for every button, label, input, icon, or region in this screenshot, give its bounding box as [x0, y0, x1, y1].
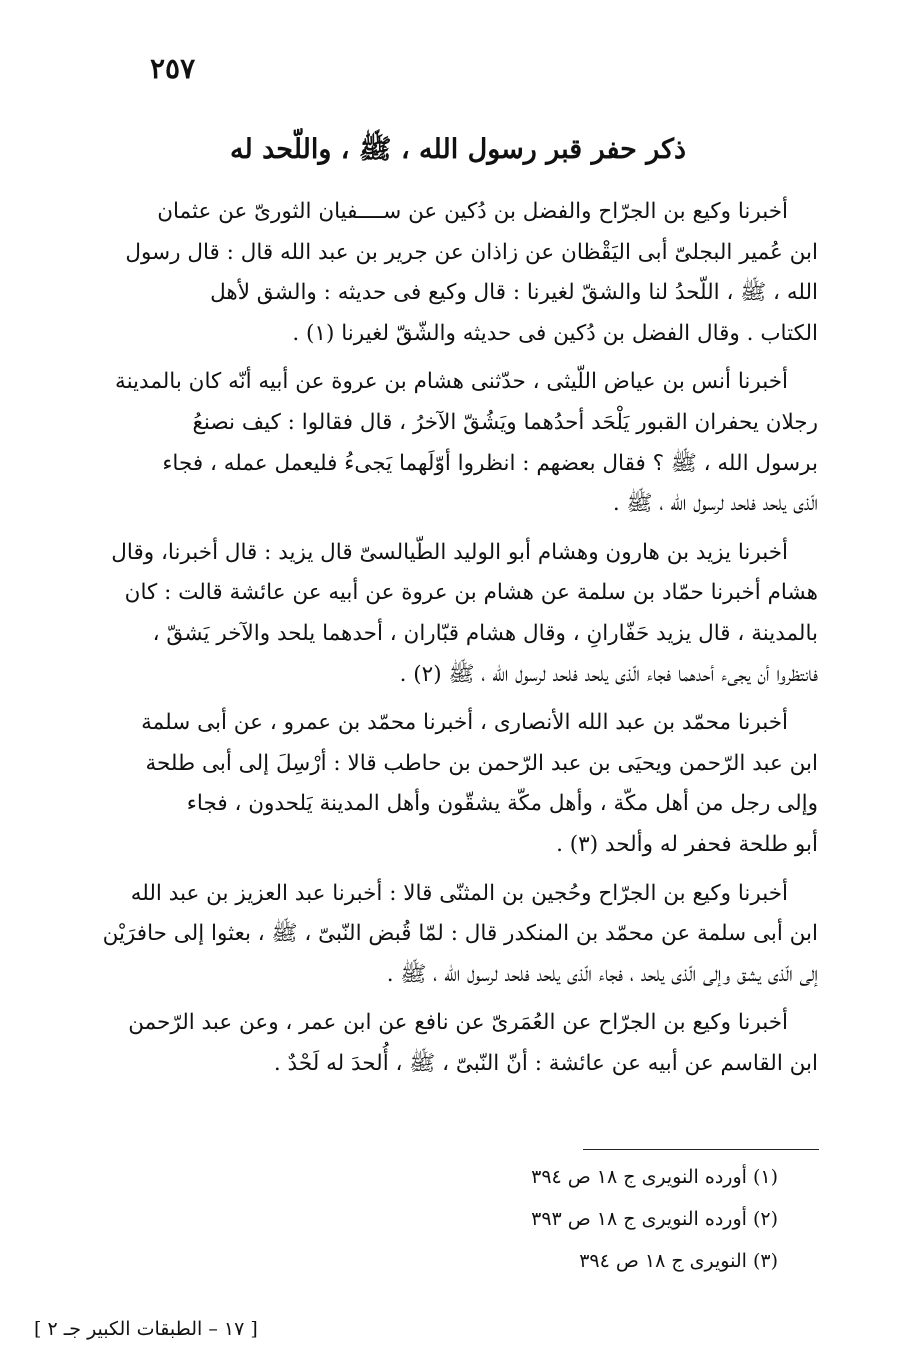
page-number: ٢٥٧	[150, 52, 196, 85]
text-line: برسول الله ، ﷺ ؟ فقال بعضهم : انظروا أوّلَهما يَجىءُ فليعمل عمله ، فجاء	[162, 450, 818, 476]
text-line: أخبرنا وكيع بن الجرّاح عن العُمَرىّ عن نافع عن ابن عمر ، وعن عبد الرّحمن	[128, 1010, 788, 1036]
footnote: (٢) أورده النويرى ج ١٨ ص ٣٩٣	[531, 1208, 778, 1230]
text-line: بالمدينة ، قال يزيد حَفّارانِ ، وقال هشام قبّاران ، أحدهما يلحد والآخر يَشقّ ،	[152, 620, 818, 646]
text-line: أخبرنا محمّد بن عبد الله الأنصارى ، أخبرنا محمّد بن عمرو ، عن أبى سلمة	[141, 710, 788, 736]
text-line: أخبرنا وكيع بن الجرّاح وحُجين بن المثنّى قالا : أخبرنا عبد العزيز بن عبد الله	[130, 880, 788, 906]
chapter-title: ذكر حفر قبر رسول الله ، ﷺ ، واللّحد له	[230, 134, 686, 165]
paragraph	[111, 533, 818, 695]
text-line: وإلى رجل من أهل مكّة ، وأهل مكّة يشقّون وأهل المدينة يَلحدون ، فجاء	[186, 791, 818, 817]
text-line: إلى الّذى يشق وإلى الّذى يلحد ، فجاء الّذى يلحد فلحد لرسول الله ، ﷺ .	[386, 961, 818, 987]
paragraph	[115, 362, 818, 524]
text-line: ابن عُمير البجلىّ أبى اليَقْظان عن زاذان عن جرير بن عبد الله قال : قال رسول	[125, 239, 818, 265]
text-line: ابن عبد الرّحمن ويحيَى بن عبد الرّحمن بن حاطب قالا : أرْسِلَ إلى أبى طلحة	[145, 750, 818, 776]
page-footer: [ ١٧ – الطبقات الكبير جـ ٢ ]	[34, 1318, 258, 1340]
text-line: الله ، ﷺ ، اللّحدُ لنا والشقّ لغيرنا : قال وكيع فى حديثه : والشق لأهل	[210, 280, 818, 306]
text-line: الكتاب . وقال الفضل بن دُكين فى حديثه والشّقّ لغيرنا (١) .	[292, 320, 818, 346]
footnote-divider	[583, 1149, 819, 1150]
text-line: فانتظروا أن يجىء أحدهما فجاء الّذى يلحد فلحد لرسول الله ، ﷺ (٢) .	[399, 661, 818, 687]
paragraph	[120, 192, 818, 354]
text-line: هشام أخبرنا حمّاد بن سلمة عن هشام بن عروة عن أبيه عن عائشة قالت : كان	[124, 580, 818, 606]
body-text	[102, 192, 818, 1084]
text-line: الّذى يلحد فلحد لرسول الله ، ﷺ .	[612, 491, 818, 517]
text-line: أبو طلحة فحفر له وألحد (٣) .	[556, 831, 818, 857]
text-line: ابن القاسم عن أبيه عن عائشة : أنّ النّبىّ ، ﷺ ، أُلحدَ له لَحْدٌ .	[273, 1050, 818, 1076]
footnote: (٣) النويرى ج ١٨ ص ٣٩٤	[579, 1250, 778, 1272]
text-line: رجلان يحفران القبور يَلْحَد أحدُهما ويَشُقّ الآخرُ ، قال فقالوا : كيف نصنعُ	[192, 409, 818, 435]
footnotes	[400, 1156, 778, 1282]
text-line: ابن أبى سلمة عن محمّد بن المنكدر قال : لمّا قُبض النّبىّ ، ﷺ ، بعثوا إلى حافرَيْن	[102, 921, 818, 947]
paragraph	[120, 1003, 818, 1084]
footnote: (١) أورده النويرى ج ١٨ ص ٣٩٤	[531, 1166, 778, 1188]
text-line: أخبرنا وكيع بن الجرّاح والفضل بن دُكين عن ســــفيان الثورىّ عن عثمان	[157, 199, 788, 224]
paragraph	[102, 874, 818, 996]
text-line: أخبرنا يزيد بن هارون وهشام أبو الوليد الطّيالسىّ قال يزيد : قال أخبرنا، وقال	[111, 539, 788, 565]
text-line: أخبرنا أنس بن عياض اللّيثى ، حدّثنى هشام بن عروة عن أبيه أنّه كان بالمدينة	[115, 369, 788, 395]
paragraph	[120, 703, 818, 865]
